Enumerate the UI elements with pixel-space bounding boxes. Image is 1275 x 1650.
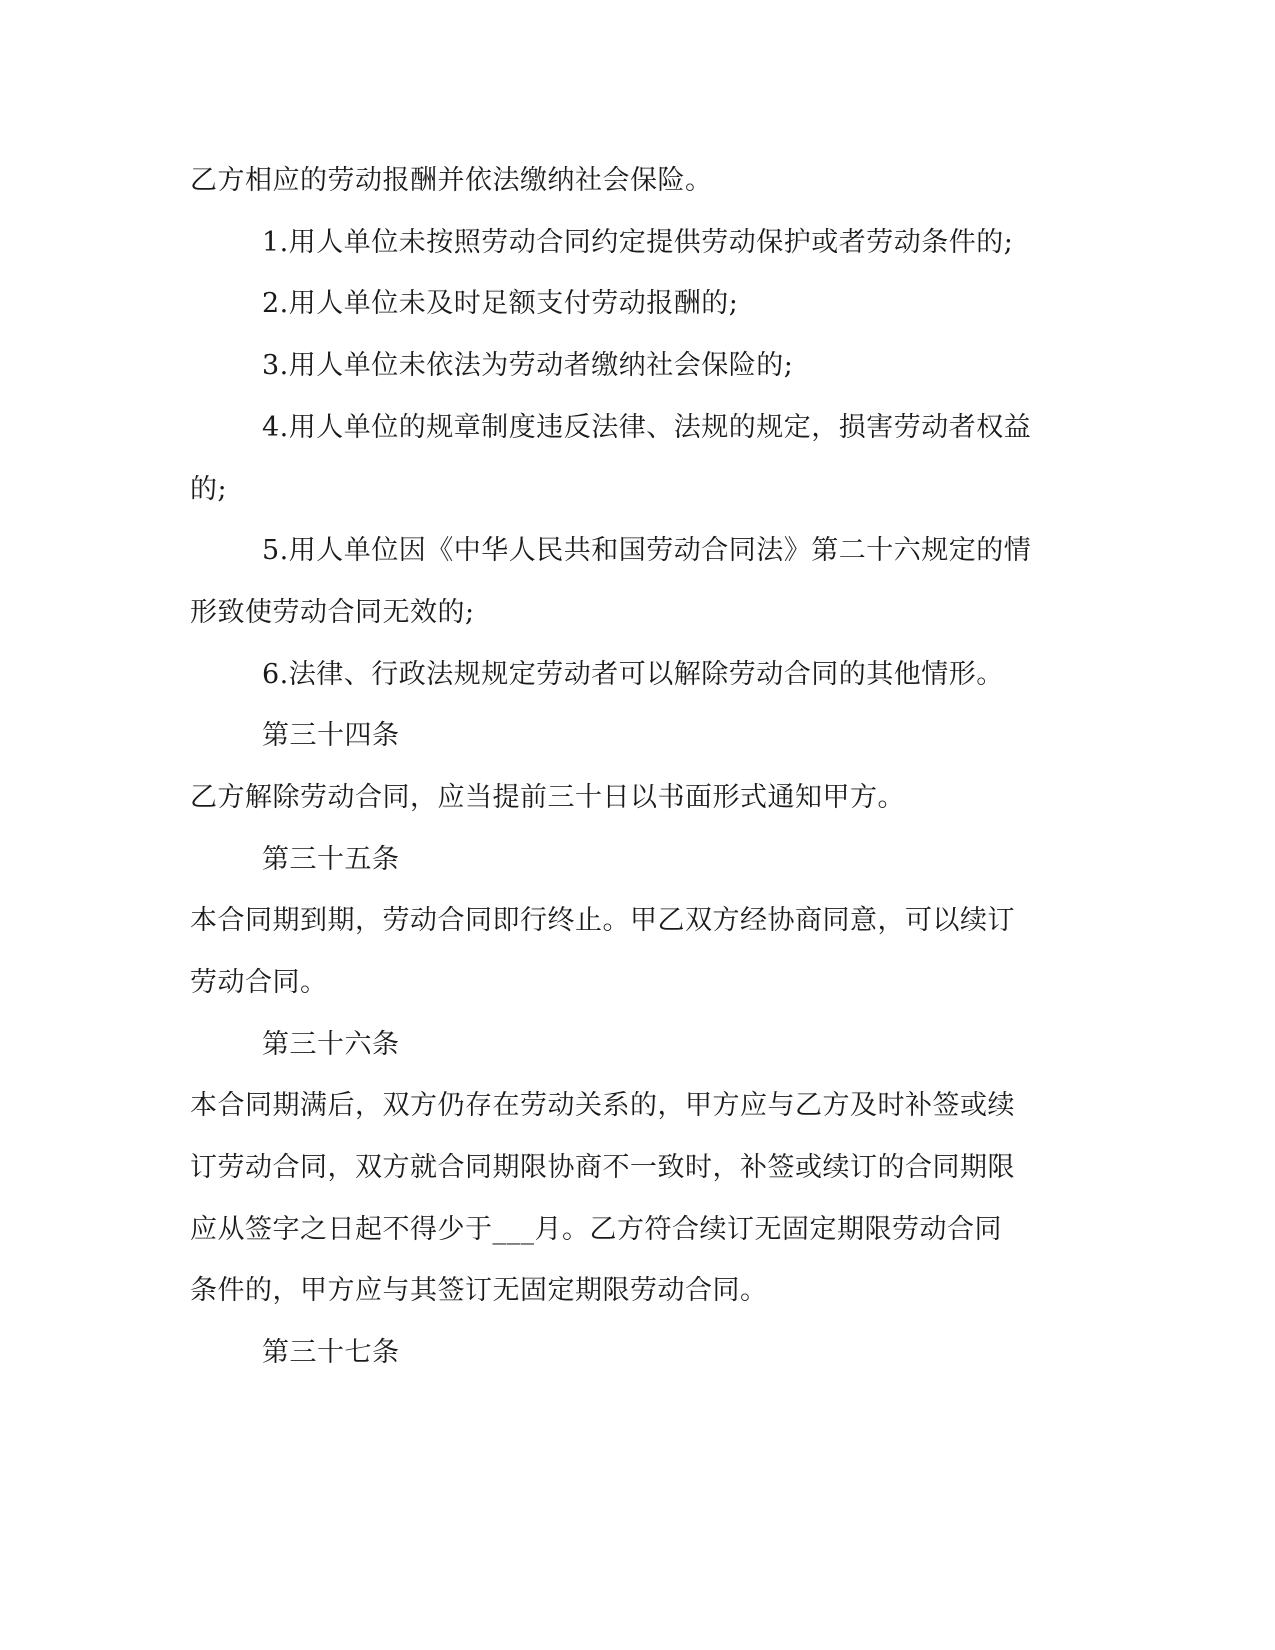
article-36-text-line-1: 本合同期满后，双方仍存在劳动关系的，甲方应与乙方及时补签或续 <box>190 1090 1015 1121</box>
article-36-text-line-3: 应从签字之日起不得少于___月。乙方符合续订无固定期限劳动合同 <box>190 1214 1002 1245</box>
article-35-text-line-2: 劳动合同。 <box>190 967 328 998</box>
list-item-3: 3.用人单位未依法为劳动者缴纳社会保险的; <box>262 350 794 381</box>
list-item-6: 6.法律、行政法规规定劳动者可以解除劳动合同的其他情形。 <box>262 659 1004 690</box>
article-35-heading: 第三十五条 <box>262 844 400 875</box>
list-item-2: 2.用人单位未及时足额支付劳动报酬的; <box>262 288 739 319</box>
list-item-5: 5.用人单位因《中华人民共和国劳动合同法》第二十六规定的情 <box>262 535 1032 566</box>
list-item-4: 4.用人单位的规章制度违反法律、法规的规定，损害劳动者权益 <box>262 412 1032 443</box>
list-item-4-continued: 的; <box>190 474 228 505</box>
article-37-heading: 第三十七条 <box>262 1337 400 1368</box>
list-item-5-continued: 形致使劳动合同无效的; <box>190 597 475 628</box>
article-36-text-line-2: 订劳动合同，双方就合同期限协商不一致时，补签或续订的合同期限 <box>190 1152 1015 1183</box>
list-item-1: 1.用人单位未按照劳动合同约定提供劳动保护或者劳动条件的; <box>262 227 1014 258</box>
article-36-text-line-4: 条件的，甲方应与其签订无固定期限劳动合同。 <box>190 1275 768 1306</box>
paragraph-line-continuation: 乙方相应的劳动报酬并依法缴纳社会保险。 <box>190 165 713 196</box>
article-34-text: 乙方解除劳动合同，应当提前三十日以书面形式通知甲方。 <box>190 782 905 813</box>
article-35-text-line-1: 本合同期到期，劳动合同即行终止。甲乙双方经协商同意，可以续订 <box>190 905 1015 936</box>
article-36-heading: 第三十六条 <box>262 1029 400 1060</box>
article-34-heading: 第三十四条 <box>262 720 400 751</box>
